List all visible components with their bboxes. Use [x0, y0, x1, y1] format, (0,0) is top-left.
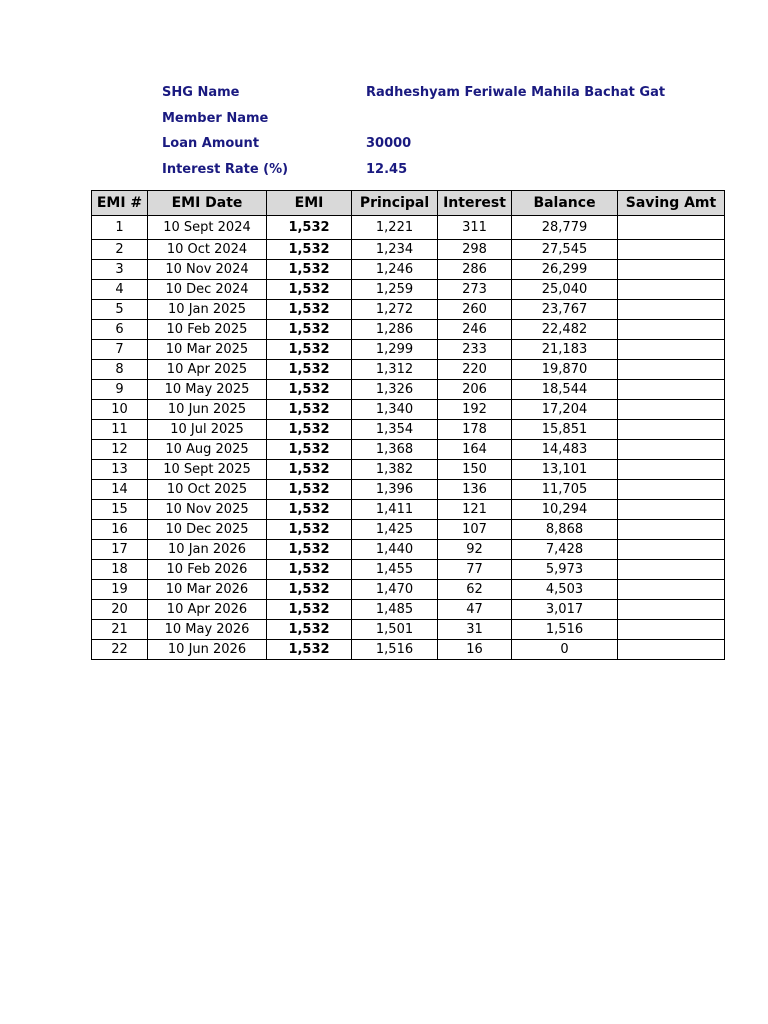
cell-emi-date: 10 Jun 2026	[148, 640, 267, 660]
cell-emi-date: 10 Mar 2025	[148, 340, 267, 360]
cell-emi-date: 10 May 2025	[148, 380, 267, 400]
cell-saving-amt	[618, 480, 725, 500]
cell-emi: 1,532	[267, 600, 352, 620]
cell-saving-amt	[618, 440, 725, 460]
cell-emi-number: 13	[92, 460, 148, 480]
cell-emi-number: 5	[92, 300, 148, 320]
header-interest: Interest	[438, 191, 512, 216]
cell-saving-amt	[618, 240, 725, 260]
member-name-label: Member Name	[162, 110, 269, 126]
cell-saving-amt	[618, 400, 725, 420]
cell-principal: 1,234	[352, 240, 438, 260]
cell-interest: 62	[438, 580, 512, 600]
cell-emi: 1,532	[267, 640, 352, 660]
table-row	[92, 260, 725, 280]
cell-interest: 273	[438, 280, 512, 300]
cell-saving-amt	[618, 280, 725, 300]
cell-balance: 22,482	[512, 320, 618, 340]
cell-emi: 1,532	[267, 620, 352, 640]
cell-emi-number: 11	[92, 420, 148, 440]
table-row	[92, 400, 725, 420]
cell-emi: 1,532	[267, 280, 352, 300]
table-row	[92, 380, 725, 400]
table-row	[92, 640, 725, 660]
cell-saving-amt	[618, 420, 725, 440]
cell-emi-date: 10 Oct 2024	[148, 240, 267, 260]
cell-principal: 1,326	[352, 380, 438, 400]
table-row	[92, 360, 725, 380]
cell-interest: 121	[438, 500, 512, 520]
cell-principal: 1,272	[352, 300, 438, 320]
cell-principal: 1,470	[352, 580, 438, 600]
cell-saving-amt	[618, 300, 725, 320]
cell-interest: 136	[438, 480, 512, 500]
cell-emi-number: 6	[92, 320, 148, 340]
cell-emi-number: 1	[92, 216, 148, 240]
cell-emi-date: 10 Jan 2026	[148, 540, 267, 560]
cell-emi-date: 10 Jul 2025	[148, 420, 267, 440]
header-principal: Principal	[352, 191, 438, 216]
cell-emi: 1,532	[267, 400, 352, 420]
cell-emi-number: 22	[92, 640, 148, 660]
cell-interest: 298	[438, 240, 512, 260]
cell-principal: 1,368	[352, 440, 438, 460]
cell-interest: 260	[438, 300, 512, 320]
cell-emi: 1,532	[267, 260, 352, 280]
cell-principal: 1,286	[352, 320, 438, 340]
table-row	[92, 580, 725, 600]
cell-balance: 13,101	[512, 460, 618, 480]
cell-balance: 27,545	[512, 240, 618, 260]
cell-emi-number: 4	[92, 280, 148, 300]
cell-principal: 1,382	[352, 460, 438, 480]
cell-balance: 17,204	[512, 400, 618, 420]
header-emi: EMI	[267, 191, 352, 216]
cell-emi-number: 17	[92, 540, 148, 560]
cell-saving-amt	[618, 620, 725, 640]
cell-interest: 77	[438, 560, 512, 580]
cell-emi-number: 15	[92, 500, 148, 520]
table-row	[92, 300, 725, 320]
cell-emi: 1,532	[267, 440, 352, 460]
cell-interest: 150	[438, 460, 512, 480]
interest-rate-row	[162, 157, 722, 183]
cell-interest: 164	[438, 440, 512, 460]
table-row	[92, 500, 725, 520]
table-row	[92, 560, 725, 580]
cell-interest: 206	[438, 380, 512, 400]
emi-schedule-table	[91, 190, 725, 660]
cell-emi-number: 8	[92, 360, 148, 380]
header-emi-number: EMI #	[92, 191, 148, 216]
table-row	[92, 440, 725, 460]
shg-name-row	[162, 80, 722, 106]
cell-balance: 1,516	[512, 620, 618, 640]
cell-balance: 25,040	[512, 280, 618, 300]
cell-emi-number: 3	[92, 260, 148, 280]
cell-balance: 23,767	[512, 300, 618, 320]
cell-emi-date: 10 Sept 2025	[148, 460, 267, 480]
cell-saving-amt	[618, 520, 725, 540]
cell-saving-amt	[618, 560, 725, 580]
cell-emi-date: 10 May 2026	[148, 620, 267, 640]
cell-emi-number: 7	[92, 340, 148, 360]
cell-saving-amt	[618, 460, 725, 480]
cell-emi: 1,532	[267, 320, 352, 340]
cell-balance: 3,017	[512, 600, 618, 620]
cell-emi: 1,532	[267, 300, 352, 320]
cell-interest: 220	[438, 360, 512, 380]
cell-emi-date: 10 Sept 2024	[148, 216, 267, 240]
cell-balance: 8,868	[512, 520, 618, 540]
cell-emi: 1,532	[267, 360, 352, 380]
header-saving-amt: Saving Amt	[618, 191, 725, 216]
interest-rate-value: 12.45	[366, 161, 408, 177]
cell-balance: 5,973	[512, 560, 618, 580]
cell-balance: 7,428	[512, 540, 618, 560]
cell-interest: 92	[438, 540, 512, 560]
table-row	[92, 520, 725, 540]
table-row	[92, 340, 725, 360]
cell-emi-date: 10 Jan 2025	[148, 300, 267, 320]
cell-balance: 18,544	[512, 380, 618, 400]
cell-emi: 1,532	[267, 216, 352, 240]
cell-interest: 246	[438, 320, 512, 340]
member-name-row	[162, 106, 722, 132]
table-row	[92, 320, 725, 340]
cell-emi: 1,532	[267, 380, 352, 400]
cell-emi: 1,532	[267, 520, 352, 540]
cell-principal: 1,425	[352, 520, 438, 540]
loan-info-block	[162, 80, 722, 182]
cell-saving-amt	[618, 640, 725, 660]
loan-amount-label: Loan Amount	[162, 136, 260, 152]
cell-principal: 1,259	[352, 280, 438, 300]
table-row	[92, 240, 725, 260]
cell-principal: 1,354	[352, 420, 438, 440]
cell-emi-date: 10 Nov 2024	[148, 260, 267, 280]
cell-principal: 1,396	[352, 480, 438, 500]
table-row	[92, 480, 725, 500]
cell-balance: 10,294	[512, 500, 618, 520]
cell-emi: 1,532	[267, 240, 352, 260]
interest-rate-label: Interest Rate (%)	[162, 161, 289, 177]
cell-interest: 47	[438, 600, 512, 620]
cell-emi-date: 10 Jun 2025	[148, 400, 267, 420]
cell-emi-number: 2	[92, 240, 148, 260]
cell-principal: 1,299	[352, 340, 438, 360]
cell-balance: 26,299	[512, 260, 618, 280]
table-header	[92, 191, 725, 216]
loan-amount-value: 30000	[366, 136, 412, 152]
cell-emi: 1,532	[267, 480, 352, 500]
loan-amount-row	[162, 131, 722, 157]
cell-principal: 1,455	[352, 560, 438, 580]
cell-emi-number: 20	[92, 600, 148, 620]
cell-emi-number: 18	[92, 560, 148, 580]
cell-saving-amt	[618, 540, 725, 560]
cell-interest: 16	[438, 640, 512, 660]
cell-principal: 1,312	[352, 360, 438, 380]
cell-emi-date: 10 Feb 2025	[148, 320, 267, 340]
cell-emi: 1,532	[267, 540, 352, 560]
cell-interest: 107	[438, 520, 512, 540]
cell-saving-amt	[618, 580, 725, 600]
cell-emi: 1,532	[267, 560, 352, 580]
table-row	[92, 216, 725, 240]
cell-balance: 0	[512, 640, 618, 660]
cell-emi-date: 10 Dec 2025	[148, 520, 267, 540]
cell-principal: 1,440	[352, 540, 438, 560]
shg-name-value: Radheshyam Feriwale Mahila Bachat Gat	[366, 85, 666, 101]
cell-interest: 31	[438, 620, 512, 640]
shg-name-label: SHG Name	[162, 85, 240, 101]
cell-interest: 286	[438, 260, 512, 280]
cell-principal: 1,246	[352, 260, 438, 280]
cell-emi: 1,532	[267, 420, 352, 440]
cell-interest: 311	[438, 216, 512, 240]
cell-interest: 192	[438, 400, 512, 420]
cell-balance: 15,851	[512, 420, 618, 440]
cell-saving-amt	[618, 500, 725, 520]
cell-principal: 1,485	[352, 600, 438, 620]
cell-balance: 28,779	[512, 216, 618, 240]
cell-principal: 1,501	[352, 620, 438, 640]
table-row	[92, 600, 725, 620]
cell-emi: 1,532	[267, 340, 352, 360]
cell-emi: 1,532	[267, 500, 352, 520]
cell-principal: 1,340	[352, 400, 438, 420]
header-emi-date: EMI Date	[148, 191, 267, 216]
cell-emi-number: 16	[92, 520, 148, 540]
table-row	[92, 420, 725, 440]
cell-emi-number: 14	[92, 480, 148, 500]
cell-principal: 1,411	[352, 500, 438, 520]
cell-emi-date: 10 Apr 2026	[148, 600, 267, 620]
cell-interest: 233	[438, 340, 512, 360]
cell-principal: 1,516	[352, 640, 438, 660]
cell-saving-amt	[618, 260, 725, 280]
cell-emi-number: 10	[92, 400, 148, 420]
cell-balance: 21,183	[512, 340, 618, 360]
header-balance: Balance	[512, 191, 618, 216]
cell-emi-date: 10 Mar 2026	[148, 580, 267, 600]
cell-emi-date: 10 Oct 2025	[148, 480, 267, 500]
cell-emi-number: 21	[92, 620, 148, 640]
header-row	[92, 191, 725, 216]
table-row	[92, 620, 725, 640]
cell-balance: 19,870	[512, 360, 618, 380]
cell-balance: 11,705	[512, 480, 618, 500]
table-body	[92, 216, 725, 660]
table-row	[92, 280, 725, 300]
cell-saving-amt	[618, 380, 725, 400]
cell-emi-number: 12	[92, 440, 148, 460]
cell-emi-date: 10 Apr 2025	[148, 360, 267, 380]
cell-emi-number: 19	[92, 580, 148, 600]
cell-principal: 1,221	[352, 216, 438, 240]
cell-saving-amt	[618, 600, 725, 620]
table-row	[92, 460, 725, 480]
cell-saving-amt	[618, 216, 725, 240]
cell-emi-date: 10 Nov 2025	[148, 500, 267, 520]
cell-balance: 14,483	[512, 440, 618, 460]
cell-emi-date: 10 Dec 2024	[148, 280, 267, 300]
cell-emi: 1,532	[267, 580, 352, 600]
cell-emi-date: 10 Aug 2025	[148, 440, 267, 460]
table-row	[92, 540, 725, 560]
cell-balance: 4,503	[512, 580, 618, 600]
cell-saving-amt	[618, 360, 725, 380]
cell-emi-number: 9	[92, 380, 148, 400]
cell-emi-date: 10 Feb 2026	[148, 560, 267, 580]
cell-interest: 178	[438, 420, 512, 440]
cell-saving-amt	[618, 340, 725, 360]
cell-saving-amt	[618, 320, 725, 340]
cell-emi: 1,532	[267, 460, 352, 480]
